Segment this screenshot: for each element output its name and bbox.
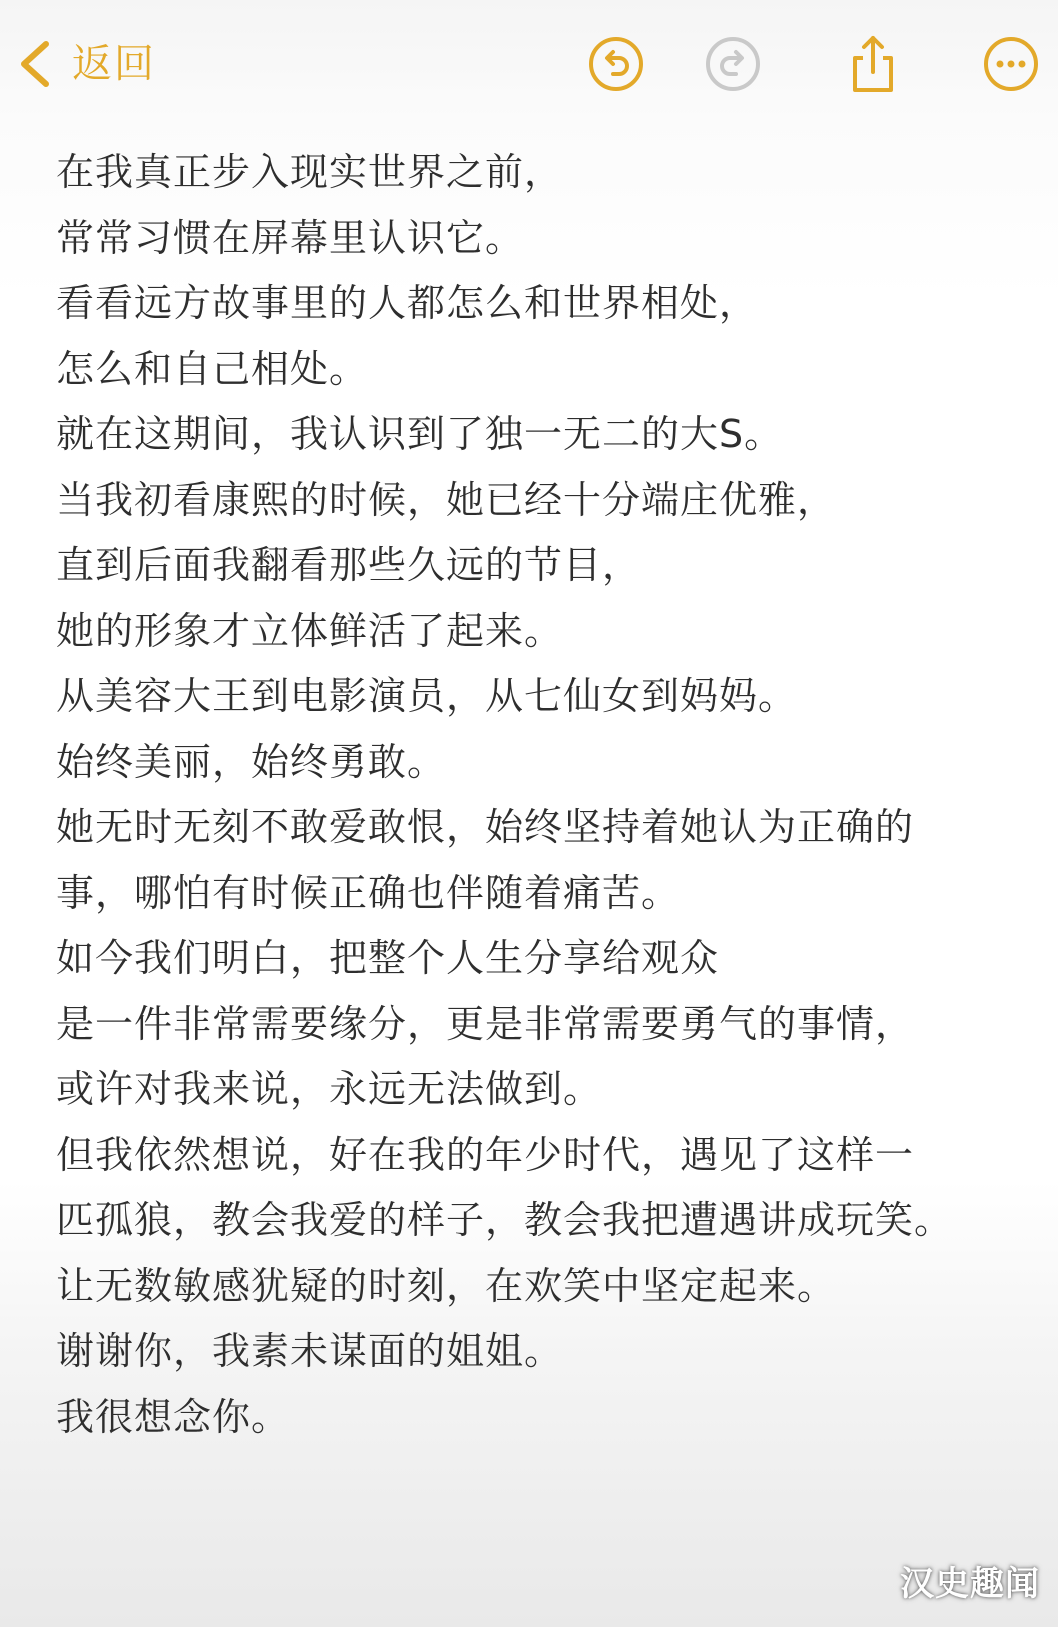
redo-button[interactable] — [703, 34, 763, 94]
more-button[interactable] — [981, 34, 1041, 94]
back-button[interactable] — [12, 36, 156, 92]
note-line: 在我真正步入现实世界之前， — [56, 150, 564, 194]
note-line: 就在这期间，我认识到了独一无二的大S。 — [56, 412, 784, 456]
note-line: 如今我们明白，把整个人生分享给观众 — [56, 936, 720, 980]
redo-icon — [703, 34, 763, 94]
note-line: 怎么和自己相处。 — [56, 346, 369, 391]
toolbar — [0, 0, 1058, 130]
note-line: 始终美丽，始终勇敢。 — [56, 739, 447, 784]
share-button[interactable] — [843, 34, 903, 94]
note-line: 但我依然想说，好在我的年少时代，遇见了这样一 — [56, 1132, 915, 1177]
note-line: 直到后面我翻看那些久远的节目， — [56, 543, 642, 587]
note-line: 谢谢你，我素未谋面的姐姐。 — [56, 1329, 564, 1373]
note-line: 看看远方故事里的人都怎么和世界相处， — [56, 281, 759, 325]
note-line: 或许对我来说，永远无法做到。 — [56, 1067, 603, 1111]
note-line: 匹孤狼，教会我爱的样子，教会我把遭遇讲成玩笑。 — [56, 1198, 954, 1242]
note-line: 当我初看康熙的时候，她已经十分端庄优雅， — [56, 477, 837, 522]
back-label: 返回 — [72, 41, 156, 87]
more-icon — [981, 34, 1041, 94]
share-icon — [843, 34, 903, 94]
note-line: 她的形象才立体鲜活了起来。 — [56, 608, 564, 653]
chevron-left-icon — [12, 36, 58, 92]
note-line: 是一件非常需要缘分，更是非常需要勇气的事情， — [56, 1001, 915, 1046]
watermark: 汉史趣闻 — [900, 1564, 1040, 1604]
note-line: 事，哪怕有时候正确也伴随着痛苦。 — [56, 870, 681, 915]
undo-icon — [586, 34, 646, 94]
note-line: 从美容大王到电影演员，从七仙女到妈妈。 — [56, 674, 798, 718]
undo-button[interactable] — [586, 34, 646, 94]
note-line: 让无数敏感犹疑的时刻，在欢笑中坚定起来。 — [56, 1263, 837, 1308]
note-line: 她无时无刻不敢爱敢恨，始终坚持着她认为正确的 — [56, 805, 915, 849]
note-body[interactable] — [56, 140, 1036, 1450]
note-line: 我很想念你。 — [56, 1394, 291, 1439]
note-line: 常常习惯在屏幕里认识它。 — [56, 215, 525, 260]
